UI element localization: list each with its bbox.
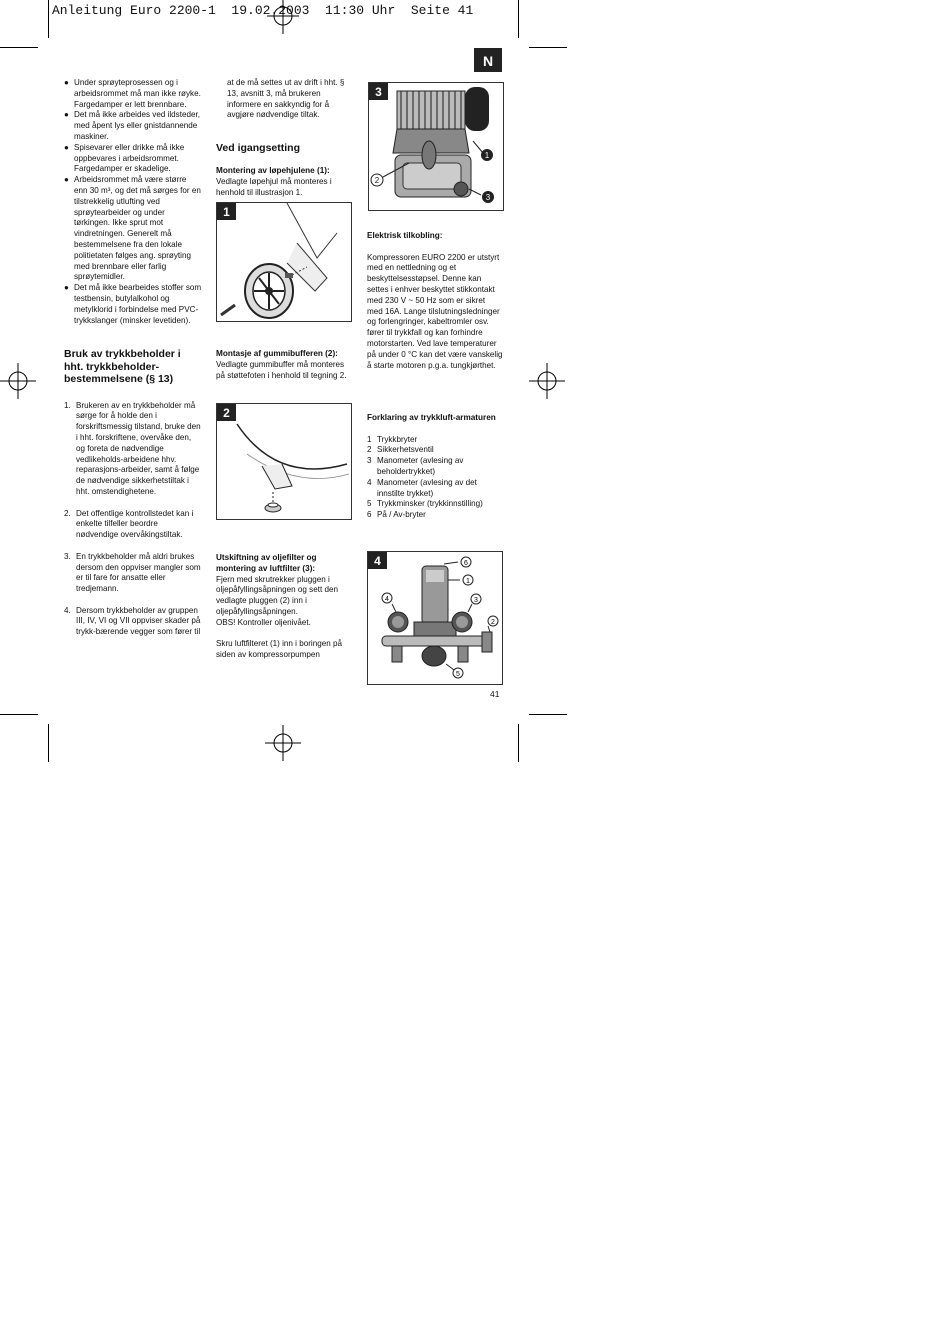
safety-bullet-list [64,78,202,326]
subheading: Forklaring av trykkluft-armaturen [367,413,496,422]
bullet-item: ● Spisevarer eller drikke må ikke oppbevares i arbeidsrommet. Fargedamper er skadelige. [64,143,202,175]
warning-note: OBS! Kontroller oljenivået. [216,617,311,627]
callout-2: 2 [491,619,495,626]
callout-5: 5 [456,671,460,678]
bullet-item: ● Under sprøyteprosessen og i arbeidsrommet må man ikke røyke. Fargedamper er lett brennbare. [64,78,202,110]
callout-1: 1 [484,151,490,160]
crop-mark [529,714,567,715]
numbered-list [64,401,202,639]
registration-mark-bottom [265,725,301,761]
legend-item: 1 Trykkbryter [367,434,418,444]
crop-mark [48,0,49,38]
section-heading: Bruk av trykkbeholder i hht. trykkbeholder-bestemmelsene (§ 13) [64,348,181,386]
paragraph: Fjern med skrutrekker pluggen i oljepåfyllingsåpningen og sett den vedlagte pluggen (2) inn i oljepåfyllingsåpningen. [216,574,338,616]
subsection-oil-air-filter [216,553,352,661]
callout-3: 3 [474,597,478,604]
subsection-wheels [216,166,350,198]
callout-4: 4 [385,596,389,603]
legend-section [367,413,503,521]
subheading: Montering av løpehjulene (1): [216,166,330,175]
figure-number: 4 [368,552,387,569]
paragraph: Skru luftfilteret (1) inn i boringen på siden av kompressorpumpen [216,639,342,660]
subsection-rubber-buffer [216,349,350,381]
numbered-item: 2. Det offentlige kontrollstedet kan i enkelte tilfeller beordre nødvendige overvåkingstiltak. [64,508,194,540]
registration-mark-left [0,363,36,399]
paragraph: Kompressoren EURO 2200 er utstyrt med en nettledning og et beskyttelsesstøpsel. Denne kan settes i enhver beskyttet stikkontakt med 230 V ~ 50 Hz som er sikret med 16A. Lange tilslutningsledninger og forlengringer, kabeltromler osv. fører til trykkfall og kan forhindre motorstarten. Ved lave temperaturer på under 0 °C kan det være vanskelig å starte motoren p.g.a. tungkjørthet. [367,252,503,370]
crop-mark [518,724,519,762]
figure-number: 1 [217,203,236,220]
legend-list [367,435,503,521]
numbered-item: 4. Dersom trykkbeholder av gruppen III, IV, VI og VII oppviser skader på trykk-bærende vegger som fører til [64,605,201,637]
armature-illustration [368,552,502,684]
legend-item: 5 Trykkminsker (trykkinnstilling) [367,499,483,509]
subheading: Utskiftning av oljefilter og montering av luftfilter (3): [216,553,317,573]
crop-mark [48,724,49,762]
figure-2-buffer [216,403,352,520]
legend-item: 3 Manometer (avlesing av beholdertrykket) [367,456,464,476]
callout-3: 3 [485,193,491,202]
paragraph: Vedlagte gummibuffer må monteres på støttefoten i henhold til tegning 2. [216,359,347,380]
legend-item: 4 Manometer (avlesing av det innstilte trykket) [367,477,477,498]
electrical-connection [367,231,503,371]
buffer-illustration [217,404,351,519]
column-1 [64,78,202,649]
wheel-illustration [217,203,351,321]
bullet-item: ● Arbeidsrommet må være større enn 30 m³, og det må sørges for en tilstrekkelig utlufting ved sprøytearbeider og under tørkingen. Ikke sprut mot vindretningen. Generelt må bestemmelsene fra den lokale politietaten følges ang. sprøyting med brennbare eller farlig sprøytemidler. [64,175,202,283]
bullet-item: ● Det må ikke bearbeides stoffer som testbensin, butylalkohol og metylklorid i forbindelse med PVC-trykkslanger (minsker levetiden). [64,283,202,326]
figure-number: 3 [369,83,388,100]
figure-3-pump [368,82,504,211]
pump-illustration [369,83,503,210]
bullet-item: ● Det må ikke arbeides ved ildsteder, med åpent lys eller gnistdannende maskiner. [64,110,202,142]
slug-line: Anleitung Euro 2200-1 19.02.2003 11:30 Uhr Seite 41 [52,3,474,18]
numbered-item: 3. En trykkbeholder må aldri brukes dersom den oppviser mangler som er til fare for ansatte eller tredjemann. [64,551,201,594]
callout-6: 6 [464,560,468,567]
language-tab: N [474,48,502,72]
subheading: Elektrisk tilkobling: [367,231,443,240]
page-number: 41 [490,689,500,699]
figure-number: 2 [217,404,236,421]
registration-mark-top [265,0,301,36]
figure-1-wheel [216,202,352,322]
crop-mark [0,714,38,715]
section-heading-start: Ved igangsetting [216,142,301,154]
column-2-intro [227,78,351,121]
crop-mark [0,47,38,48]
legend-item: 6 På / Av-bryter [367,510,426,520]
callout-2: 2 [374,176,380,185]
registration-mark-right [529,363,565,399]
paragraph: at de må settes ut av drift i hht. § 13, avsnitt 3, må brukeren informere en sakkyndig for å avgjøre nødvendige tiltak. [227,78,345,120]
numbered-item: 1. Brukeren av en trykkbeholder må sørge for å holde den i forskriftsmessig tilstand, bruke den i hht. forskriftene, overvåke den, og foreta de nødvendige vedlikeholds-arbeidene hhv. reparasjons-arbeider, samt å følge de nødvendige sikkerhetstiltak i hht. omstendighetene. [64,400,201,496]
callout-1: 1 [466,578,470,585]
crop-mark [518,0,519,38]
subheading: Montasje af gummibufferen (2): [216,349,338,358]
figure-4-armature [367,551,503,685]
legend-item: 2 Sikkerhetsventil [367,445,434,455]
paragraph: Vedlagte løpehjul må monteres i henhold til illustrasjon 1. [216,176,332,197]
crop-mark [529,47,567,48]
